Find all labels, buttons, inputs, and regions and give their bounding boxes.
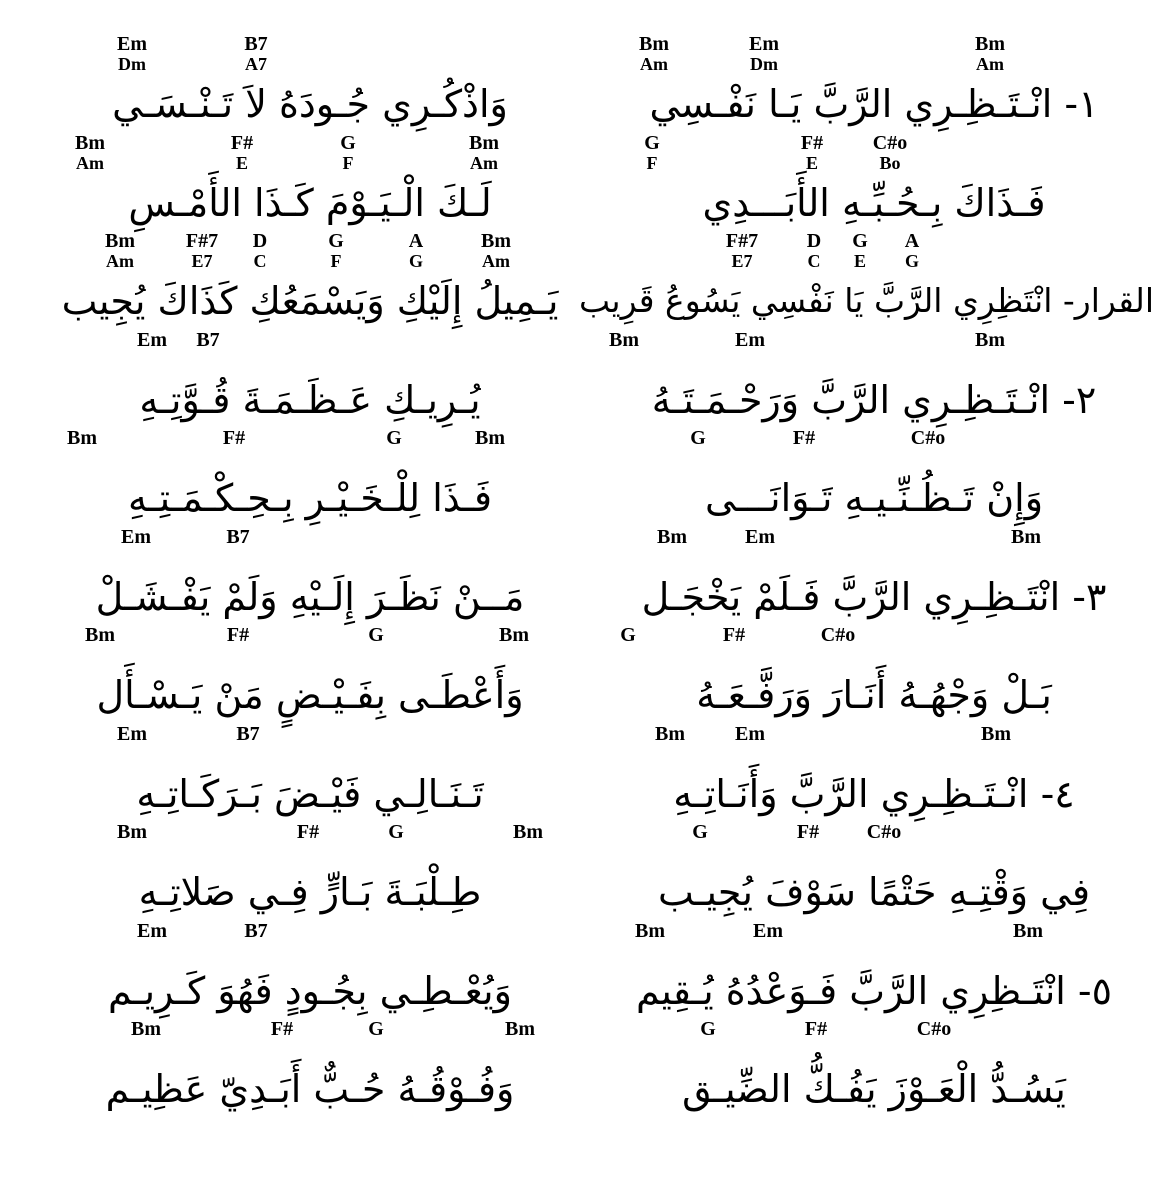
chord-label [186,231,218,271]
chord-label [137,330,167,350]
chord-name: Bm [975,33,1005,55]
chord-name: Em [735,722,765,745]
chord-alt-name: E [853,251,866,271]
stanza-line [594,34,1154,132]
chord-label [639,34,669,74]
lyric-line: لَـكَ الْـيَـوْمَ كَـذَا الأَمْـسِ [128,180,492,225]
chord-name: Bm [85,624,115,646]
chord-label [75,133,105,173]
chord-name: Bm [975,328,1005,351]
chord-alt-name: E [235,152,248,173]
stanza-line [594,527,1154,625]
chord-name: C#o [916,1018,952,1040]
chord-row [594,330,1154,374]
chord-label [513,822,543,842]
chord-label [690,428,706,448]
chord-alt-name: Am [640,54,668,74]
chord-name: F# [270,1018,294,1040]
chord-label [121,527,151,547]
chord-label [723,625,745,645]
chord-alt-name: G [408,251,424,271]
chord-name: Bm [639,33,669,55]
chord-row [30,822,590,866]
chord-name: Em [137,328,167,351]
chord-label [117,822,147,842]
stanza-line [30,133,590,231]
chord-alt-name: Am [482,251,510,271]
lyric-line: طِـلْبَـةَ بَـارٍّ فِـي صَلاتِـهِ [138,870,482,914]
chord-name: Em [745,525,775,548]
chord-row [30,921,590,965]
stanza-line [30,724,590,822]
chord-label [328,231,344,271]
chord-alt-name: Am [976,54,1004,74]
chord-label [244,921,267,941]
chord-name: B7 [196,328,220,351]
chord-label [917,1019,951,1039]
chord-name: Em [121,525,151,548]
chord-label [271,1019,293,1039]
chord-row [594,921,1154,965]
chord-name: B7 [244,919,268,942]
lyric-line: فَـذَاكَ بِـحُـبِّـهِ الأَبَـــدِي [702,180,1046,225]
chord-label [131,1019,161,1039]
lyric-line: ١- انْـتَـظِـرِي الرَّبَّ يَـا نَفْـسِي [649,82,1099,126]
stanza-line [30,231,590,329]
lyric-line: مَــنْ نَظَـرَ إِلَـيْهِ وَلَمْ يَفْـشَـلْ [95,574,525,619]
chord-label [905,231,919,271]
stanza-line [594,428,1154,526]
lyric-line: يَـمِيلُ إِلَيْكِ وَيَسْمَعُكِ كَذَاكَ يُجِيب [61,279,559,323]
chord-row [594,822,1154,866]
lyric-line: وَاذْكُـرِي جُـودَهُ لاَ تَـنْـسَـي [112,82,508,126]
stanza-line [30,527,590,625]
chord-label [852,231,868,271]
lyric-line: وَإِنْ تَـظُـنِّـيـهِ تَـوَانَـــى [704,476,1044,520]
chord-name: Em [753,919,783,942]
chord-name: Bm [75,131,105,154]
chord-label [609,330,639,350]
chord-name: Bm [105,230,135,252]
chord-name: Em [749,33,779,55]
lyric-line: فَـذَا لِلْـخَـيْـرِ بِـحِـكْـمَـتِـهِ [127,476,493,520]
right-column [579,0,1154,1200]
chord-name: Em [117,722,147,745]
chord-name: Bm [469,131,499,154]
stanza-line [594,625,1154,723]
chord-label [749,34,779,74]
lyric-line: وَيُعْـطِـي بِجُـودٍ فَهُوَ كَـرِيـم [108,968,512,1013]
chord-label [499,625,529,645]
chord-label [805,1019,827,1039]
chord-alt-name: Am [76,152,104,173]
lyric-line: بَـلْ وَجْهُـهُ أَنَـارَ وَرَفَّـعَـهُ [696,673,1052,717]
chord-name: Em [117,33,147,55]
lyric-line: يُـرِيـكِ عَـظَـمَـةَ قُـوَّتِـهِ [139,377,481,422]
lyric-line: وَأَعْطَـى بِفَـيْـضٍ مَنْ يَـسْـأَل [96,673,524,717]
chord-label [117,724,147,744]
chord-name: C#o [910,427,946,449]
chord-name: G [368,624,384,646]
chord-label [801,133,823,173]
chord-label [753,921,783,941]
chord-label [726,231,758,271]
chord-name: Bm [655,722,685,745]
chord-row [594,133,1154,177]
chord-name: Bm [131,1018,161,1040]
chord-label [67,428,97,448]
lyric-line: ٤- انْـتَـظِـرِي الرَّبَّ وَأَنَـاتِـهِ [673,771,1075,816]
chord-alt-name: F [646,152,658,173]
chord-name: G [368,1018,384,1040]
chord-row [30,330,590,374]
chord-name: Bm [505,1018,535,1040]
lyric-line: وَفُـوْقُـهُ حُـبٌّ أَبَـدِيّ عَظِيـم [105,1067,515,1111]
chord-label [873,133,907,173]
chord-alt-name: Am [470,152,498,173]
lyric-line: فِي وَقْتِـهِ حَتْمًا سَوْفَ يُجِيـب [657,870,1091,914]
chord-name: G [340,131,356,154]
chord-label [745,527,775,547]
chord-label [1011,527,1041,547]
chord-label [975,34,1005,74]
chord-alt-name: E7 [731,251,753,271]
left-column [30,0,590,1200]
chord-label [481,231,511,271]
chord-label [368,1019,384,1039]
chord-name: F# [722,624,746,646]
chord-name: Bm [1011,525,1041,548]
chord-row [30,724,590,768]
chord-alt-name: G [904,251,920,271]
chord-label [975,330,1005,350]
chord-alt-name: Dm [118,54,146,74]
chord-row [594,527,1154,571]
stanza-line [594,822,1154,920]
chord-name: Bm [1013,919,1043,942]
lyric-line: يَسُـدُّ الْعَـوْزَ يَفُـكُّ الضِّيـق [682,1067,1066,1111]
chord-row [30,625,590,669]
chord-name: Bm [981,722,1011,745]
stanza-line [594,1019,1154,1117]
lyric-line: ٥- انْتَـظِرِي الرَّبَّ فَـوَعْدُهُ يُـقِيم [635,968,1113,1013]
chord-label [807,231,821,271]
chord-name: Bm [67,427,97,449]
chord-label [735,330,765,350]
chord-label [505,1019,535,1039]
chord-label [137,921,167,941]
chord-name: G [692,821,708,843]
chord-row [594,231,1154,275]
chord-name: G [386,427,402,449]
chord-label [297,822,319,842]
stanza-line [594,921,1154,1019]
refrain-line: القرار- انْتَظِرِي الرَّبَّ يَا نَفْسِي يَسُوعُ قَرِيب [579,281,1154,320]
chord-name: Em [137,919,167,942]
chord-label [1013,921,1043,941]
chord-name: Bm [657,525,687,548]
chord-label [388,822,404,842]
chord-name: F# [222,427,246,449]
chord-alt-name: C [253,251,267,271]
chord-name: D [806,230,822,252]
chord-name: Bm [635,919,665,942]
chord-name: G [690,427,706,449]
chord-alt-name: C [807,251,821,271]
chord-alt-name: Bo [879,152,901,173]
chord-name: B7 [236,722,260,745]
chord-label [657,527,687,547]
chord-label [85,625,115,645]
chord-row [30,428,590,472]
chord-name: F# [804,1018,828,1040]
chord-label [253,231,267,271]
chord-name: G [700,1018,716,1040]
stanza-line [30,34,590,132]
chord-name: G [328,230,344,252]
chord-alt-name: F [330,251,342,271]
chord-name: G [644,131,660,154]
chord-label [911,428,945,448]
chord-label [635,921,665,941]
stanza-line [30,330,590,428]
chord-row [594,724,1154,768]
chord-label [793,428,815,448]
chord-name: G [852,230,868,252]
chord-row [30,34,590,78]
chord-label [692,822,708,842]
chord-name: F# [792,427,816,449]
chord-name: F# [800,131,824,154]
stanza-line [30,428,590,526]
chord-label [735,724,765,744]
chord-name: B7 [244,33,268,55]
chord-label [236,724,259,744]
chord-name: B7 [226,525,250,548]
chord-label [981,724,1011,744]
stanza-line [594,133,1154,231]
chord-alt-name: F [342,152,354,173]
chord-row [594,428,1154,472]
chord-name: D [252,230,268,252]
chord-name: C#o [872,131,908,154]
chord-name: Bm [513,821,543,843]
chord-name: Em [735,328,765,351]
chord-row [30,133,590,177]
chord-label [340,133,356,173]
chord-row [594,625,1154,669]
chord-label [105,231,135,271]
chord-label [469,133,499,173]
chord-name: F# [296,821,320,843]
lyric-line: تَـنَـالِـي فَيْـضَ بَـرَكَـاتِـهِ [136,771,484,816]
chord-label [475,428,505,448]
stanza-line [594,330,1154,428]
chord-name: F# [226,624,250,646]
chord-name: G [388,821,404,843]
chord-name: F# [796,821,820,843]
chord-name: Bm [609,328,639,351]
chord-row [30,231,590,275]
chord-alt-name: E [805,152,818,173]
chord-alt-name: Dm [750,54,778,74]
chord-label [867,822,901,842]
stanza-line [30,1019,590,1117]
chord-label [386,428,402,448]
chord-name: Bm [481,230,511,252]
lyric-line: ٢- انْـتَـظِـرِي الرَّبَّ وَرَحْـمَـتَـهُ [651,377,1097,422]
chord-name: G [620,624,636,646]
chord-row [594,1019,1154,1063]
chord-label [797,822,819,842]
chord-row [594,34,1154,78]
chord-name: A [408,230,424,252]
chord-name: C#o [820,624,856,646]
chord-row [30,527,590,571]
chord-name: F#7 [725,230,759,252]
chord-name: F# [230,131,254,154]
chord-alt-name: A7 [245,54,267,74]
stanza-line [594,724,1154,822]
chord-name: A [904,230,920,252]
chord-label [117,34,147,74]
chord-name: Bm [499,624,529,646]
chord-label [655,724,685,744]
chord-label [226,527,249,547]
chord-name: Bm [117,821,147,843]
stanza-line [30,625,590,723]
chord-name: F#7 [185,230,219,252]
chord-alt-name: Am [106,251,134,271]
chord-name: C#o [866,821,902,843]
chord-alt-name: E7 [191,251,213,271]
chord-label [227,625,249,645]
chord-label [244,34,267,74]
chord-label [196,330,219,350]
chord-name: Bm [475,427,505,449]
stanza-line [30,921,590,1019]
chord-row [30,1019,590,1063]
chord-label [821,625,855,645]
chord-label [409,231,423,271]
chord-label [223,428,245,448]
chord-label [231,133,253,173]
stanza-line [30,822,590,920]
chord-label [620,625,636,645]
chord-label [644,133,660,173]
stanza-line [579,230,1154,329]
lyric-line: ٣- انْتَـظِـرِي الرَّبَّ فَـلَمْ يَخْجَـل [641,574,1107,619]
chord-label [368,625,384,645]
chord-label [700,1019,716,1039]
